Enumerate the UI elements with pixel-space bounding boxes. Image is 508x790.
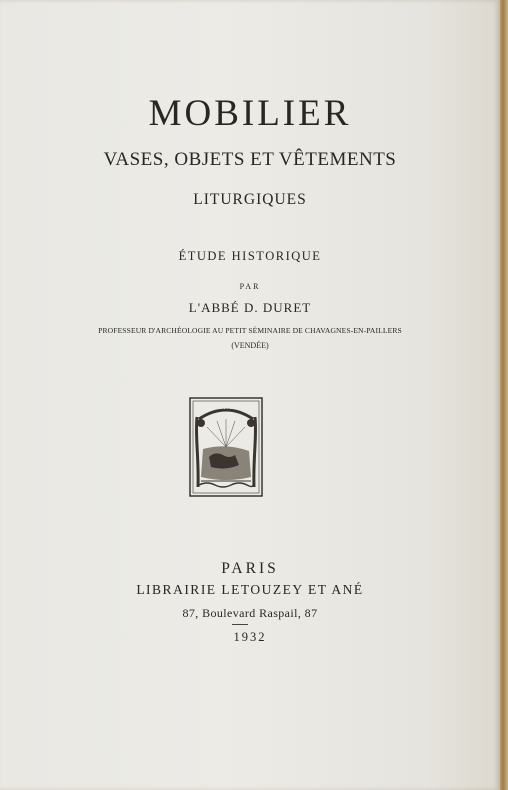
publisher-name: LIBRAIRIE LETOUZEY ET ANÉ: [136, 582, 364, 597]
by-label: PAR: [239, 282, 261, 291]
book-title: MOBILIER: [148, 93, 352, 134]
study-type: ÉTUDE HISTORIQUE: [178, 249, 322, 263]
publisher-vignette: [189, 397, 263, 497]
divider-rule: [232, 624, 248, 625]
subtitle-line-1: VASES, OBJETS ET VÊTEMENTS: [103, 149, 397, 170]
vignette-motto: SOW OUT SEMAT: [208, 405, 244, 410]
author-region: (VENDÉE): [231, 341, 269, 350]
page-edge: [500, 0, 508, 790]
author-title: PROFESSEUR D'ARCHÉOLOGIE AU PETIT SÉMINAIRE DE CHAVAGNES-EN-PAILLERS: [98, 326, 402, 335]
author-name: L'ABBÉ D. DURET: [188, 300, 312, 315]
publisher-address: 87, Boulevard Raspail, 87: [182, 606, 318, 620]
publication-year: 1932: [233, 630, 267, 644]
subtitle-line-2: LITURGIQUES: [193, 191, 307, 208]
publication-city: PARIS: [221, 560, 279, 577]
